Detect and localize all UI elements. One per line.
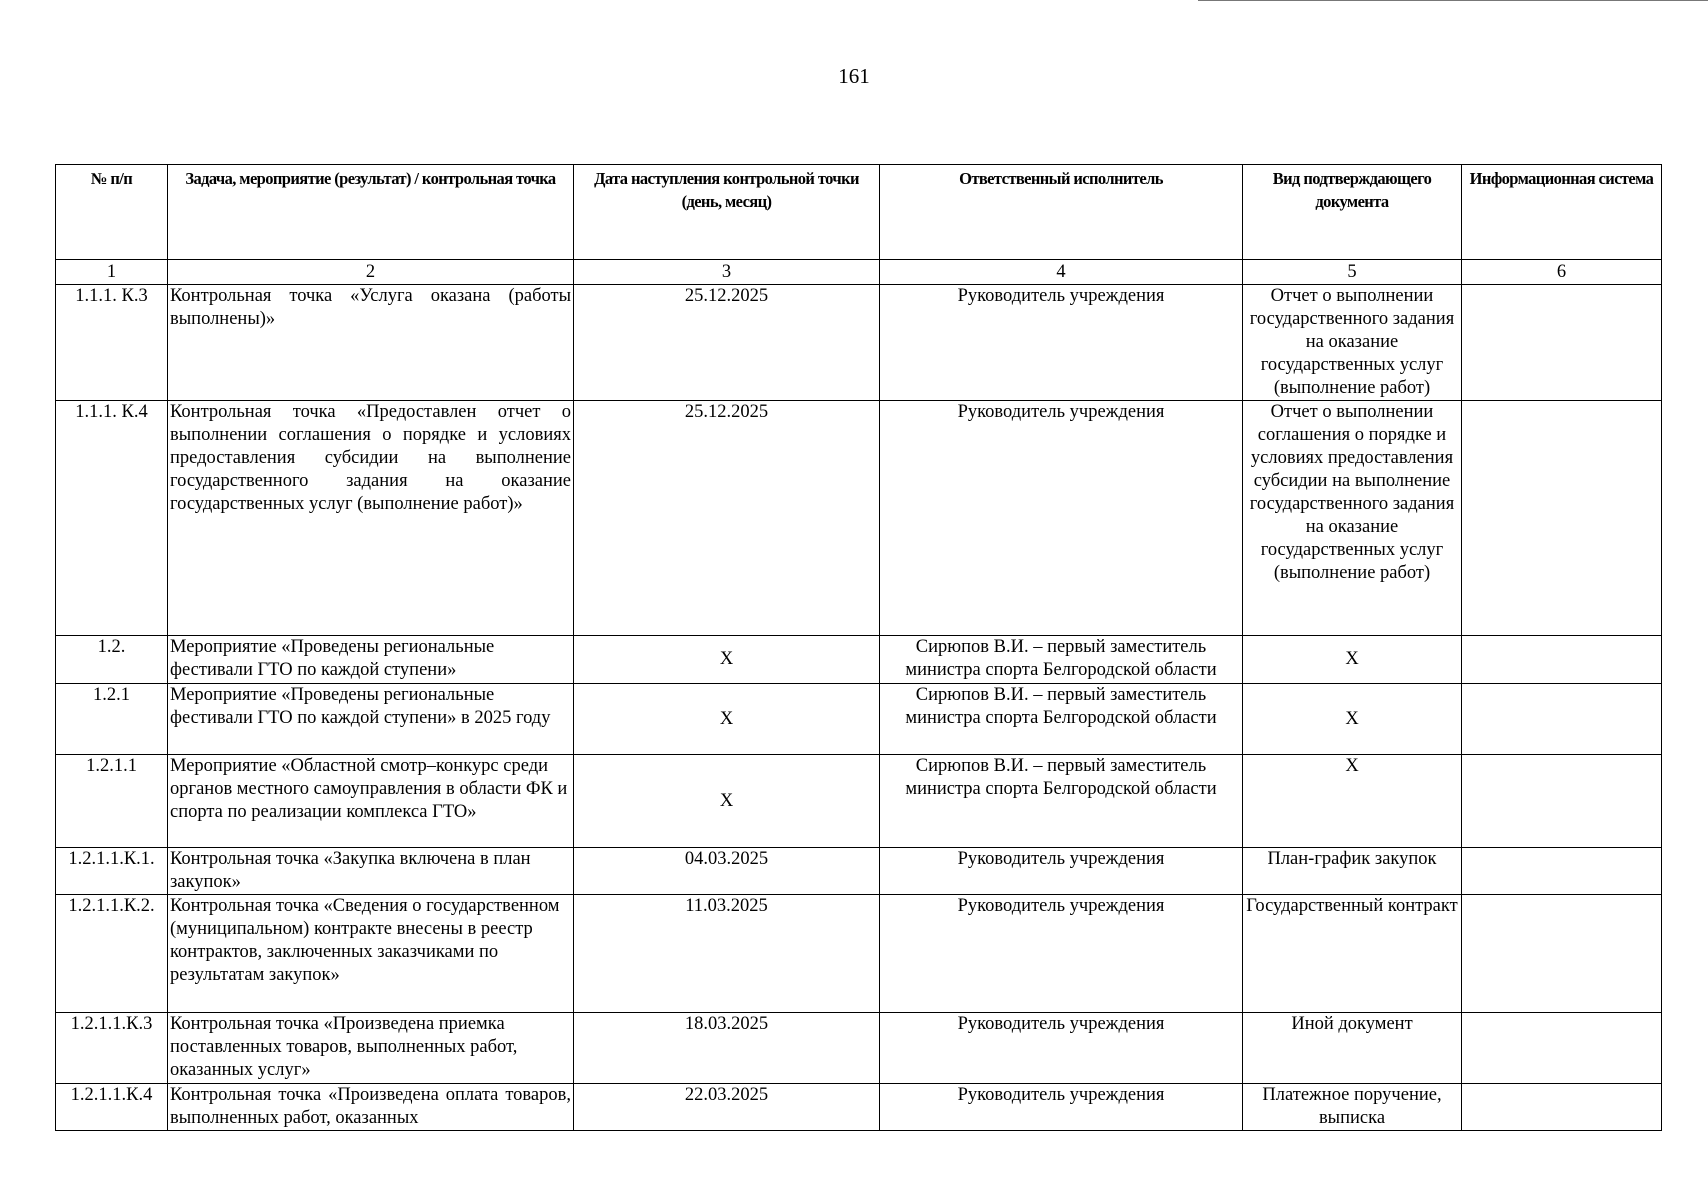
cell-date: X (574, 755, 880, 848)
cell-date: 25.12.2025 (574, 401, 880, 636)
cell-date: X (574, 684, 880, 755)
column-number-row (56, 260, 1662, 285)
cell-system (1462, 636, 1662, 684)
table-row (56, 636, 1662, 684)
cell-num: 1.2.1.1.К.3 (56, 1013, 168, 1084)
cell-date: 11.03.2025 (574, 895, 880, 1013)
header-num: № п/п (56, 165, 168, 260)
cell-task: Контрольная точка «Произведена приемка поставленных товаров, выполненных работ, оказанных услуг» (168, 1013, 574, 1084)
cell-system (1462, 285, 1662, 401)
header-document: Вид подтверждающего документа (1243, 165, 1462, 260)
cell-document: Государственный контракт (1243, 895, 1462, 1013)
table-row (56, 848, 1662, 895)
cell-num: 1.2.1.1.К.1. (56, 848, 168, 895)
cell-document: Отчет о выполнении государственного задания на оказание государственных услуг (выполнение работ) (1243, 285, 1462, 401)
cell-document: X (1243, 684, 1462, 755)
cell-responsible: Руководитель учреждения (880, 401, 1243, 636)
cell-document: План-график закупок (1243, 848, 1462, 895)
cell-document: Отчет о выполнении соглашения о порядке и условиях предоставления субсидии на выполнение государственного задания на оказание государственных услуг (выполнение работ) (1243, 401, 1462, 636)
table-row (56, 1084, 1662, 1131)
table-row (56, 285, 1662, 401)
cell-date: X (574, 636, 880, 684)
cell-date: 22.03.2025 (574, 1084, 880, 1131)
table-row (56, 401, 1662, 636)
column-number: 4 (880, 260, 1243, 285)
cell-responsible: Руководитель учреждения (880, 285, 1243, 401)
header-task: Задача, мероприятие (результат) / контрольная точка (168, 165, 574, 260)
scan-edge-line (1198, 0, 1708, 1)
header-responsible: Ответственный исполнитель (880, 165, 1243, 260)
cell-system (1462, 1084, 1662, 1131)
cell-responsible: Сирюпов В.И. – первый заместитель министра спорта Белгородской области (880, 684, 1243, 755)
cell-num: 1.2. (56, 636, 168, 684)
cell-task: Мероприятие «Областной смотр–конкурс среди органов местного самоуправления в области ФК и спорта по реализации комплекса ГТО» (168, 755, 574, 848)
cell-task: Мероприятие «Проведены региональные фестивали ГТО по каждой ступени» (168, 636, 574, 684)
cell-date: 04.03.2025 (574, 848, 880, 895)
cell-num: 1.2.1.1 (56, 755, 168, 848)
column-number: 1 (56, 260, 168, 285)
table-row (56, 1013, 1662, 1084)
cell-system (1462, 684, 1662, 755)
cell-num: 1.2.1 (56, 684, 168, 755)
column-number: 3 (574, 260, 880, 285)
cell-document: X (1243, 755, 1462, 848)
cell-num: 1.2.1.1.К.2. (56, 895, 168, 1013)
cell-document: Иной документ (1243, 1013, 1462, 1084)
column-number: 6 (1462, 260, 1662, 285)
page-number: 161 (838, 64, 870, 88)
cell-document: Платежное поручение, выписка (1243, 1084, 1462, 1131)
cell-task: Мероприятие «Проведены региональные фестивали ГТО по каждой ступени» в 2025 году (168, 684, 574, 755)
cell-date: 18.03.2025 (574, 1013, 880, 1084)
cell-date: 25.12.2025 (574, 285, 880, 401)
cell-responsible: Сирюпов В.И. – первый заместитель министра спорта Белгородской области (880, 636, 1243, 684)
cell-system (1462, 895, 1662, 1013)
table-row (56, 895, 1662, 1013)
cell-num: 1.2.1.1.К.4 (56, 1084, 168, 1131)
control-points-table (55, 164, 1662, 1131)
cell-task: Контрольная точка «Сведения о государственном (муниципальном) контракте внесены в реестр контрактов, заключенных заказчиками по результатам закупок» (168, 895, 574, 1013)
header-system: Информационная система (1462, 165, 1662, 260)
cell-responsible: Руководитель учреждения (880, 848, 1243, 895)
header-date: Дата наступления контрольной точки (день, месяц) (574, 165, 880, 260)
table-row (56, 684, 1662, 755)
cell-num: 1.1.1. К.4 (56, 401, 168, 636)
column-number: 2 (168, 260, 574, 285)
cell-task: Контрольная точка «Произведена оплата товаров, выполненных работ, оказанных (168, 1084, 574, 1131)
cell-responsible: Сирюпов В.И. – первый заместитель министра спорта Белгородской области (880, 755, 1243, 848)
cell-responsible: Руководитель учреждения (880, 895, 1243, 1013)
table-row (56, 755, 1662, 848)
cell-system (1462, 848, 1662, 895)
cell-task: Контрольная точка «Закупка включена в план закупок» (168, 848, 574, 895)
column-number: 5 (1243, 260, 1462, 285)
cell-responsible: Руководитель учреждения (880, 1084, 1243, 1131)
cell-task: Контрольная точка «Предоставлен отчет о выполнении соглашения о порядке и условиях предоставления субсидии на выполнение государственного задания на оказание государственных услуг (выполнение работ)» (168, 401, 574, 636)
header-row (56, 165, 1662, 260)
cell-system (1462, 755, 1662, 848)
cell-num: 1.1.1. К.3 (56, 285, 168, 401)
cell-task: Контрольная точка «Услуга оказана (работы выполнены)» (168, 285, 574, 401)
cell-system (1462, 401, 1662, 636)
cell-system (1462, 1013, 1662, 1084)
cell-responsible: Руководитель учреждения (880, 1013, 1243, 1084)
cell-document: X (1243, 636, 1462, 684)
